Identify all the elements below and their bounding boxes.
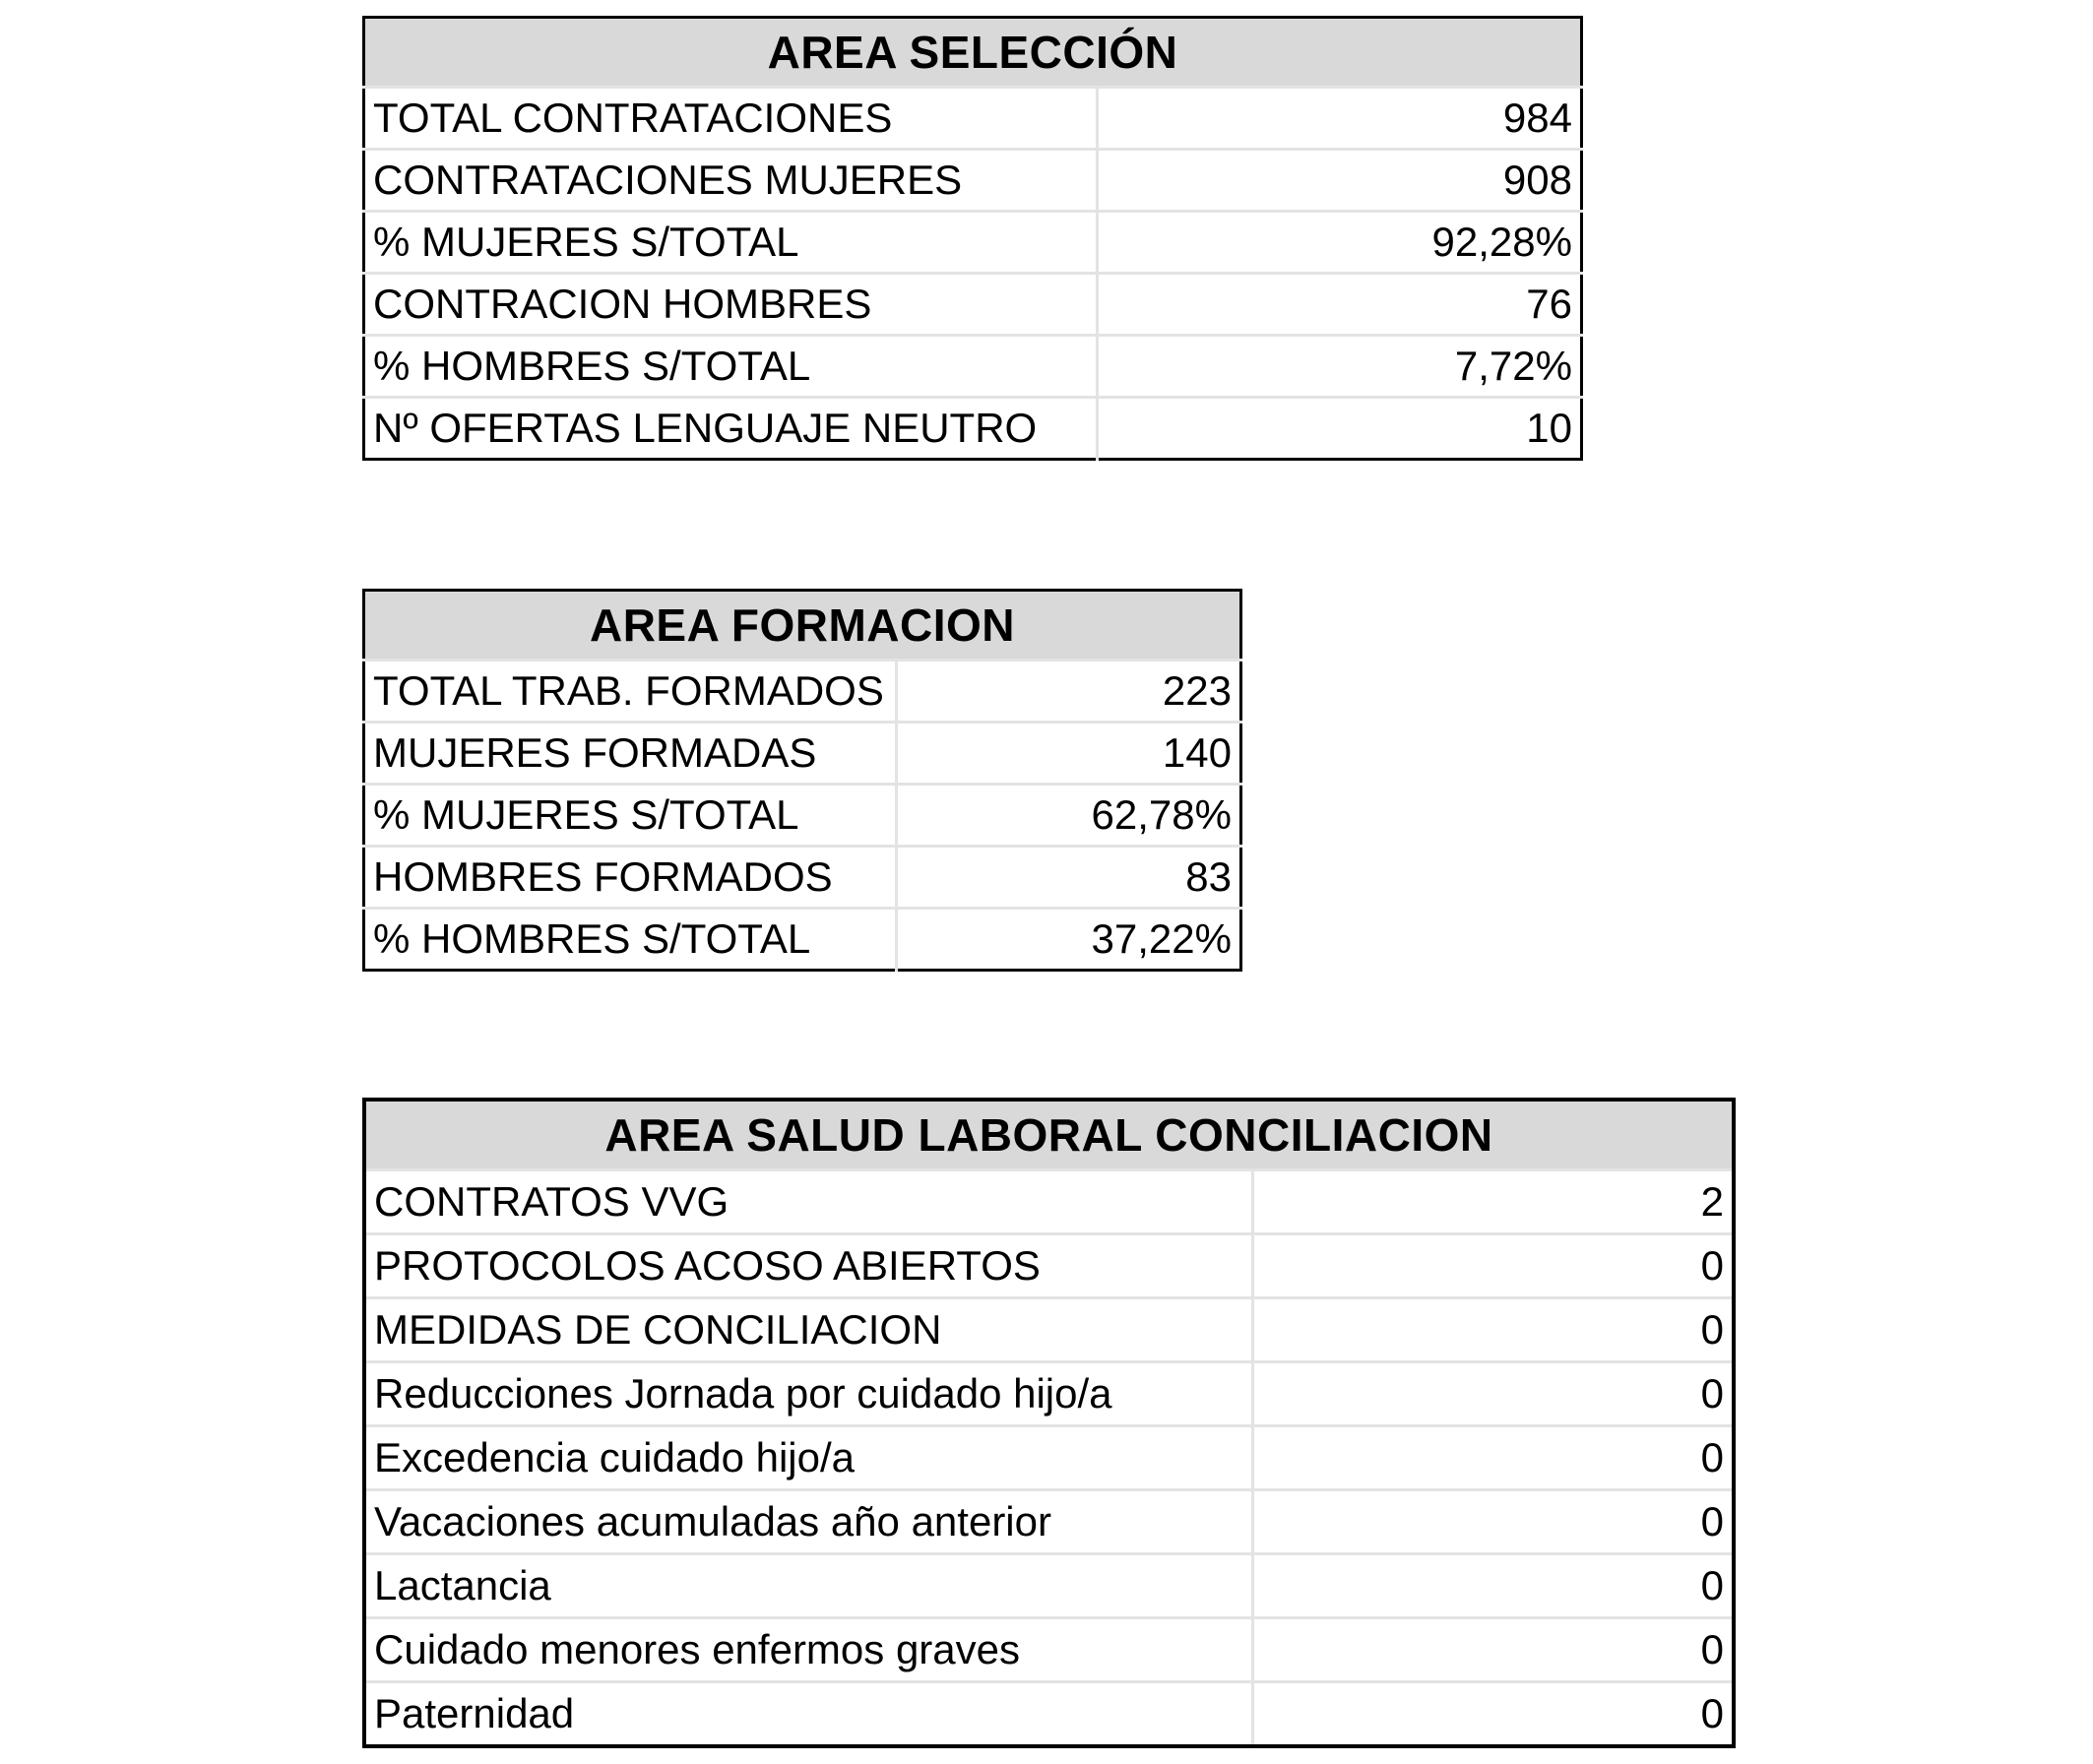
row-value: 7,72% — [1098, 336, 1582, 398]
row-label: Excedencia cuidado hijo/a — [364, 1426, 1252, 1490]
table-row — [364, 723, 1241, 785]
table-row — [364, 150, 1582, 212]
row-value: 76 — [1098, 274, 1582, 336]
table-row — [364, 785, 1241, 847]
table-row — [364, 1490, 1734, 1554]
row-value: 10 — [1098, 398, 1582, 460]
table-row — [364, 661, 1241, 723]
row-value: 83 — [897, 847, 1241, 909]
row-label: Lactancia — [364, 1554, 1252, 1618]
table-row — [364, 1234, 1734, 1298]
row-label: % MUJERES S/TOTAL — [364, 785, 897, 847]
row-label: TOTAL CONTRATACIONES — [364, 88, 1098, 150]
row-value: 0 — [1252, 1426, 1734, 1490]
row-label: TOTAL TRAB. FORMADOS — [364, 661, 897, 723]
table-row — [364, 909, 1241, 971]
salud-title: AREA SALUD LABORAL CONCILIACION — [364, 1100, 1734, 1170]
salud-table — [362, 1098, 1736, 1748]
row-label: MEDIDAS DE CONCILIACION — [364, 1298, 1252, 1362]
row-label: % HOMBRES S/TOTAL — [364, 336, 1098, 398]
row-label: CONTRACION HOMBRES — [364, 274, 1098, 336]
table-row — [364, 1426, 1734, 1490]
row-label: PROTOCOLOS ACOSO ABIERTOS — [364, 1234, 1252, 1298]
row-value: 0 — [1252, 1298, 1734, 1362]
row-value: 92,28% — [1098, 212, 1582, 274]
row-label: Reducciones Jornada por cuidado hijo/a — [364, 1362, 1252, 1426]
row-value: 140 — [897, 723, 1241, 785]
row-label: Cuidado menores enfermos graves — [364, 1618, 1252, 1682]
row-label: MUJERES FORMADAS — [364, 723, 897, 785]
row-value: 62,78% — [897, 785, 1241, 847]
row-label: Nº OFERTAS LENGUAJE NEUTRO — [364, 398, 1098, 460]
row-label: % HOMBRES S/TOTAL — [364, 909, 897, 971]
table-row — [364, 847, 1241, 909]
row-value: 0 — [1252, 1490, 1734, 1554]
row-value: 984 — [1098, 88, 1582, 150]
table-row — [364, 1618, 1734, 1682]
row-value: 0 — [1252, 1554, 1734, 1618]
row-value: 0 — [1252, 1362, 1734, 1426]
seleccion-title: AREA SELECCIÓN — [364, 18, 1582, 88]
seleccion-table — [362, 16, 1583, 461]
row-label: Vacaciones acumuladas año anterior — [364, 1490, 1252, 1554]
row-value: 908 — [1098, 150, 1582, 212]
row-label: CONTRATOS VVG — [364, 1170, 1252, 1234]
table-row — [364, 398, 1582, 460]
row-label: HOMBRES FORMADOS — [364, 847, 897, 909]
table-row — [364, 212, 1582, 274]
row-label: Paternidad — [364, 1682, 1252, 1747]
formacion-title: AREA FORMACION — [364, 591, 1241, 661]
table-row — [364, 1682, 1734, 1747]
table-row — [364, 274, 1582, 336]
table-row — [364, 1362, 1734, 1426]
table-row — [364, 336, 1582, 398]
row-value: 0 — [1252, 1618, 1734, 1682]
row-value: 0 — [1252, 1234, 1734, 1298]
row-value: 0 — [1252, 1682, 1734, 1747]
table-row — [364, 88, 1582, 150]
row-value: 2 — [1252, 1170, 1734, 1234]
table-row — [364, 1170, 1734, 1234]
row-value: 223 — [897, 661, 1241, 723]
table-row — [364, 1298, 1734, 1362]
row-label: CONTRATACIONES MUJERES — [364, 150, 1098, 212]
formacion-table — [362, 589, 1242, 972]
row-label: % MUJERES S/TOTAL — [364, 212, 1098, 274]
row-value: 37,22% — [897, 909, 1241, 971]
table-row — [364, 1554, 1734, 1618]
